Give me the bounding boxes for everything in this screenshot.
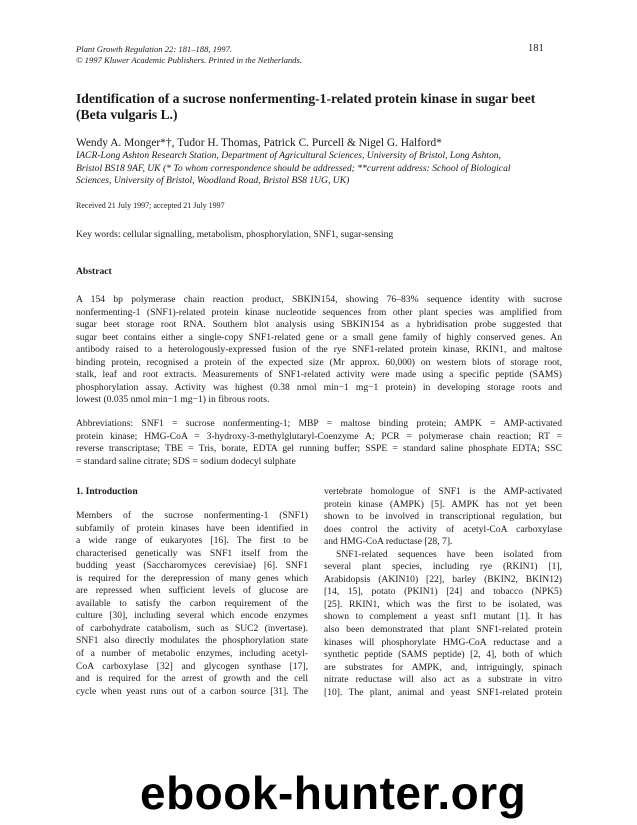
affiliation-line: IACR-Long Ashton Research Station, Department of Agricultural Sciences, University of Bristol, Long Ashton, bbox=[76, 150, 501, 161]
keywords: Key words: cellular signalling, metabolism, phosphorylation, SNF1, sugar-sensing bbox=[76, 229, 394, 240]
body-line: shown to complement a yeast snf1 mutant [1]. It has bbox=[324, 611, 562, 623]
abbreviation-line: Abbreviations: SNF1 = sucrose nonfermenting-1; MBP = maltose binding protein; AMPK = AMP-activated bbox=[76, 418, 562, 429]
abstract-line: binding protein, recognised a protein of the expected size (Mr approx. 60,000) on western blots of storage root, bbox=[76, 356, 562, 368]
affiliation bbox=[76, 150, 566, 188]
abstract-line: lowest (0.035 nmol min−1 mg−1) in fibrous roots. bbox=[76, 394, 270, 405]
body-line: [10]. The plant, animal and yeast SNF1-related protein bbox=[324, 686, 562, 698]
abstract-line: A 154 bp polymerase chain reaction product, SBKIN154, showing 76–83% sequence identity with sucrose bbox=[76, 294, 562, 305]
body-line: of a number of metabolic enzymes, including acetyl- bbox=[76, 648, 308, 660]
body-line: SNF1 also directly modulates the phosphorylation state bbox=[76, 635, 308, 647]
publisher-line: © 1997 Kluwer Academic Publishers. Printed in the Netherlands. bbox=[76, 55, 302, 65]
body-line: are repressed when sufficient levels of glucose are bbox=[76, 585, 308, 597]
body-line: budding yeast (Saccharomyces cerevisiae) [6]. SNF1 bbox=[76, 560, 308, 572]
body-line: several plant species, including rye (RKIN1) [1], bbox=[324, 561, 562, 573]
body-line: vertebrate homologue of SNF1 is the AMP-activated bbox=[324, 486, 562, 497]
body-line: is required for the derepression of many genes which bbox=[76, 572, 308, 584]
body-line: CoA carboxylase [32] and glycogen synthase [17], bbox=[76, 660, 308, 672]
body-line: does control the activity of acetyl-CoA carboxylase bbox=[324, 523, 562, 535]
paper-title: Identification of a sucrose nonfermenting-1-related protein kinase in sugar beet (Beta vulgaris L.) bbox=[76, 91, 536, 122]
abstract-heading: Abstract bbox=[76, 266, 112, 277]
body-line: shown to be involved in transcriptional regulation, but bbox=[324, 511, 562, 523]
abstract-text bbox=[76, 294, 562, 407]
body-line: a wide range of eukaryotes [16]. The first to be bbox=[76, 535, 308, 547]
abstract-line: stalk, leaf and root extracts. Measurements of SNF1-related activity were made using a specific peptide (SAMS) bbox=[76, 369, 562, 380]
body-line: are substrates for AMPK, and, intriguingly, spinach bbox=[324, 661, 562, 673]
body-line: protein kinase (AMPK) [5]. AMPK has not yet been bbox=[324, 498, 562, 510]
body-line: culture [30], including several which encode enzymes bbox=[76, 610, 308, 622]
body-line: Members of the sucrose nonfermenting-1 (SNF1) bbox=[76, 510, 308, 521]
abbreviation-line: reverse transcriptase; TBE = Tris, borate, EDTA gel running buffer; SSPE = standard saline phosphate EDTA; SSC bbox=[76, 443, 562, 454]
page-number: 181 bbox=[528, 43, 544, 54]
body-line: cycle when yeast runs out of a carbon source [31]. The bbox=[76, 685, 308, 697]
body-line: kinases will phosphorylate HMG-CoA reductase and a bbox=[324, 636, 562, 648]
introduction-heading: 1. Introduction bbox=[76, 486, 138, 497]
body-line: SNF1-related sequences have been isolated from bbox=[336, 548, 562, 560]
abstract-line: phosphorylation assay. Activity was highest (0.38 nmol min−1 mg−1 protein) in developing storage roots and bbox=[76, 381, 562, 393]
author-list: Wendy A. Monger*†, Tudor H. Thomas, Patrick C. Purcell & Nigel G. Halford* bbox=[76, 137, 442, 149]
body-line: [14, 15], potato (PKIN1) [24] and tobacco (NPK5) bbox=[324, 586, 562, 598]
abstract-line: sugar beet contains either a single-copy SNF1-related gene or a small gene family of highly conserved genes. An bbox=[76, 331, 562, 343]
affiliation-line: Bristol BS18 9AF, UK (* To whom correspondence should be addressed; **current address: School of Biological bbox=[76, 162, 511, 174]
journal-header bbox=[76, 44, 302, 66]
body-line: Arabidopsis (AKIN10) [22], barley (BKIN2, BKIN12) bbox=[324, 573, 562, 585]
watermark-text: ebook-hunter.org bbox=[140, 767, 527, 819]
abstract-line: nonfermenting-1 (SNF1)-related protein kinase nucleotide sequences from other plant species was amplified from bbox=[76, 306, 562, 318]
body-line: nitrate reductase will also act as a substrate in vitro bbox=[324, 674, 562, 686]
body-line: available to satisfy the carbon requirement of the bbox=[76, 597, 308, 609]
abstract-line: sugar beet storage root RNA. Southern blot analysis using SBKIN154 as a hybridisation probe suggested that bbox=[76, 319, 562, 330]
abbreviations bbox=[76, 418, 562, 468]
left-column bbox=[76, 510, 308, 698]
abstract-line: antibody raised to a heterologously-expressed fusion of the rye SNF1-related protein kinase, RKIN1, and maltose bbox=[76, 344, 562, 355]
body-line: and HMG-CoA reductase [28, 7]. bbox=[324, 536, 453, 548]
received-date: Received 21 July 1997; accepted 21 July 1997 bbox=[76, 201, 225, 210]
body-line: characterised genetically was SNF1 itself from the bbox=[76, 547, 308, 559]
body-line: [25]. RKIN1, which was the first to be isolated, was bbox=[324, 598, 562, 610]
body-line: subfamily of protein kinases have been identified in bbox=[76, 522, 308, 534]
affiliation-line: Sciences, University of Bristol, Woodland Road, Bristol BS8 1UG, UK) bbox=[76, 175, 350, 186]
body-line: also been demonstrated that plant SNF1-related protein bbox=[324, 624, 562, 636]
abbreviation-line: = standard saline citrate; SDS = sodium dodecyl sulphate bbox=[76, 455, 296, 467]
journal-line: Plant Growth Regulation 22: 181–188, 1997. bbox=[76, 44, 233, 54]
abbreviation-line: protein kinase; HMG-CoA = 3-hydroxy-3-methylglutaryl-Coenzyme A; PCR = polymerase chain reaction; RT = bbox=[76, 430, 562, 442]
right-column bbox=[324, 486, 562, 699]
body-line: of carbohydrate catabolism, such as SUC2 (invertase). bbox=[76, 622, 308, 634]
body-line: synthetic peptide (SAMS peptide) [2, 4], both of which bbox=[324, 649, 562, 661]
body-line: and is required for the arrest of growth and the cell bbox=[76, 673, 308, 685]
